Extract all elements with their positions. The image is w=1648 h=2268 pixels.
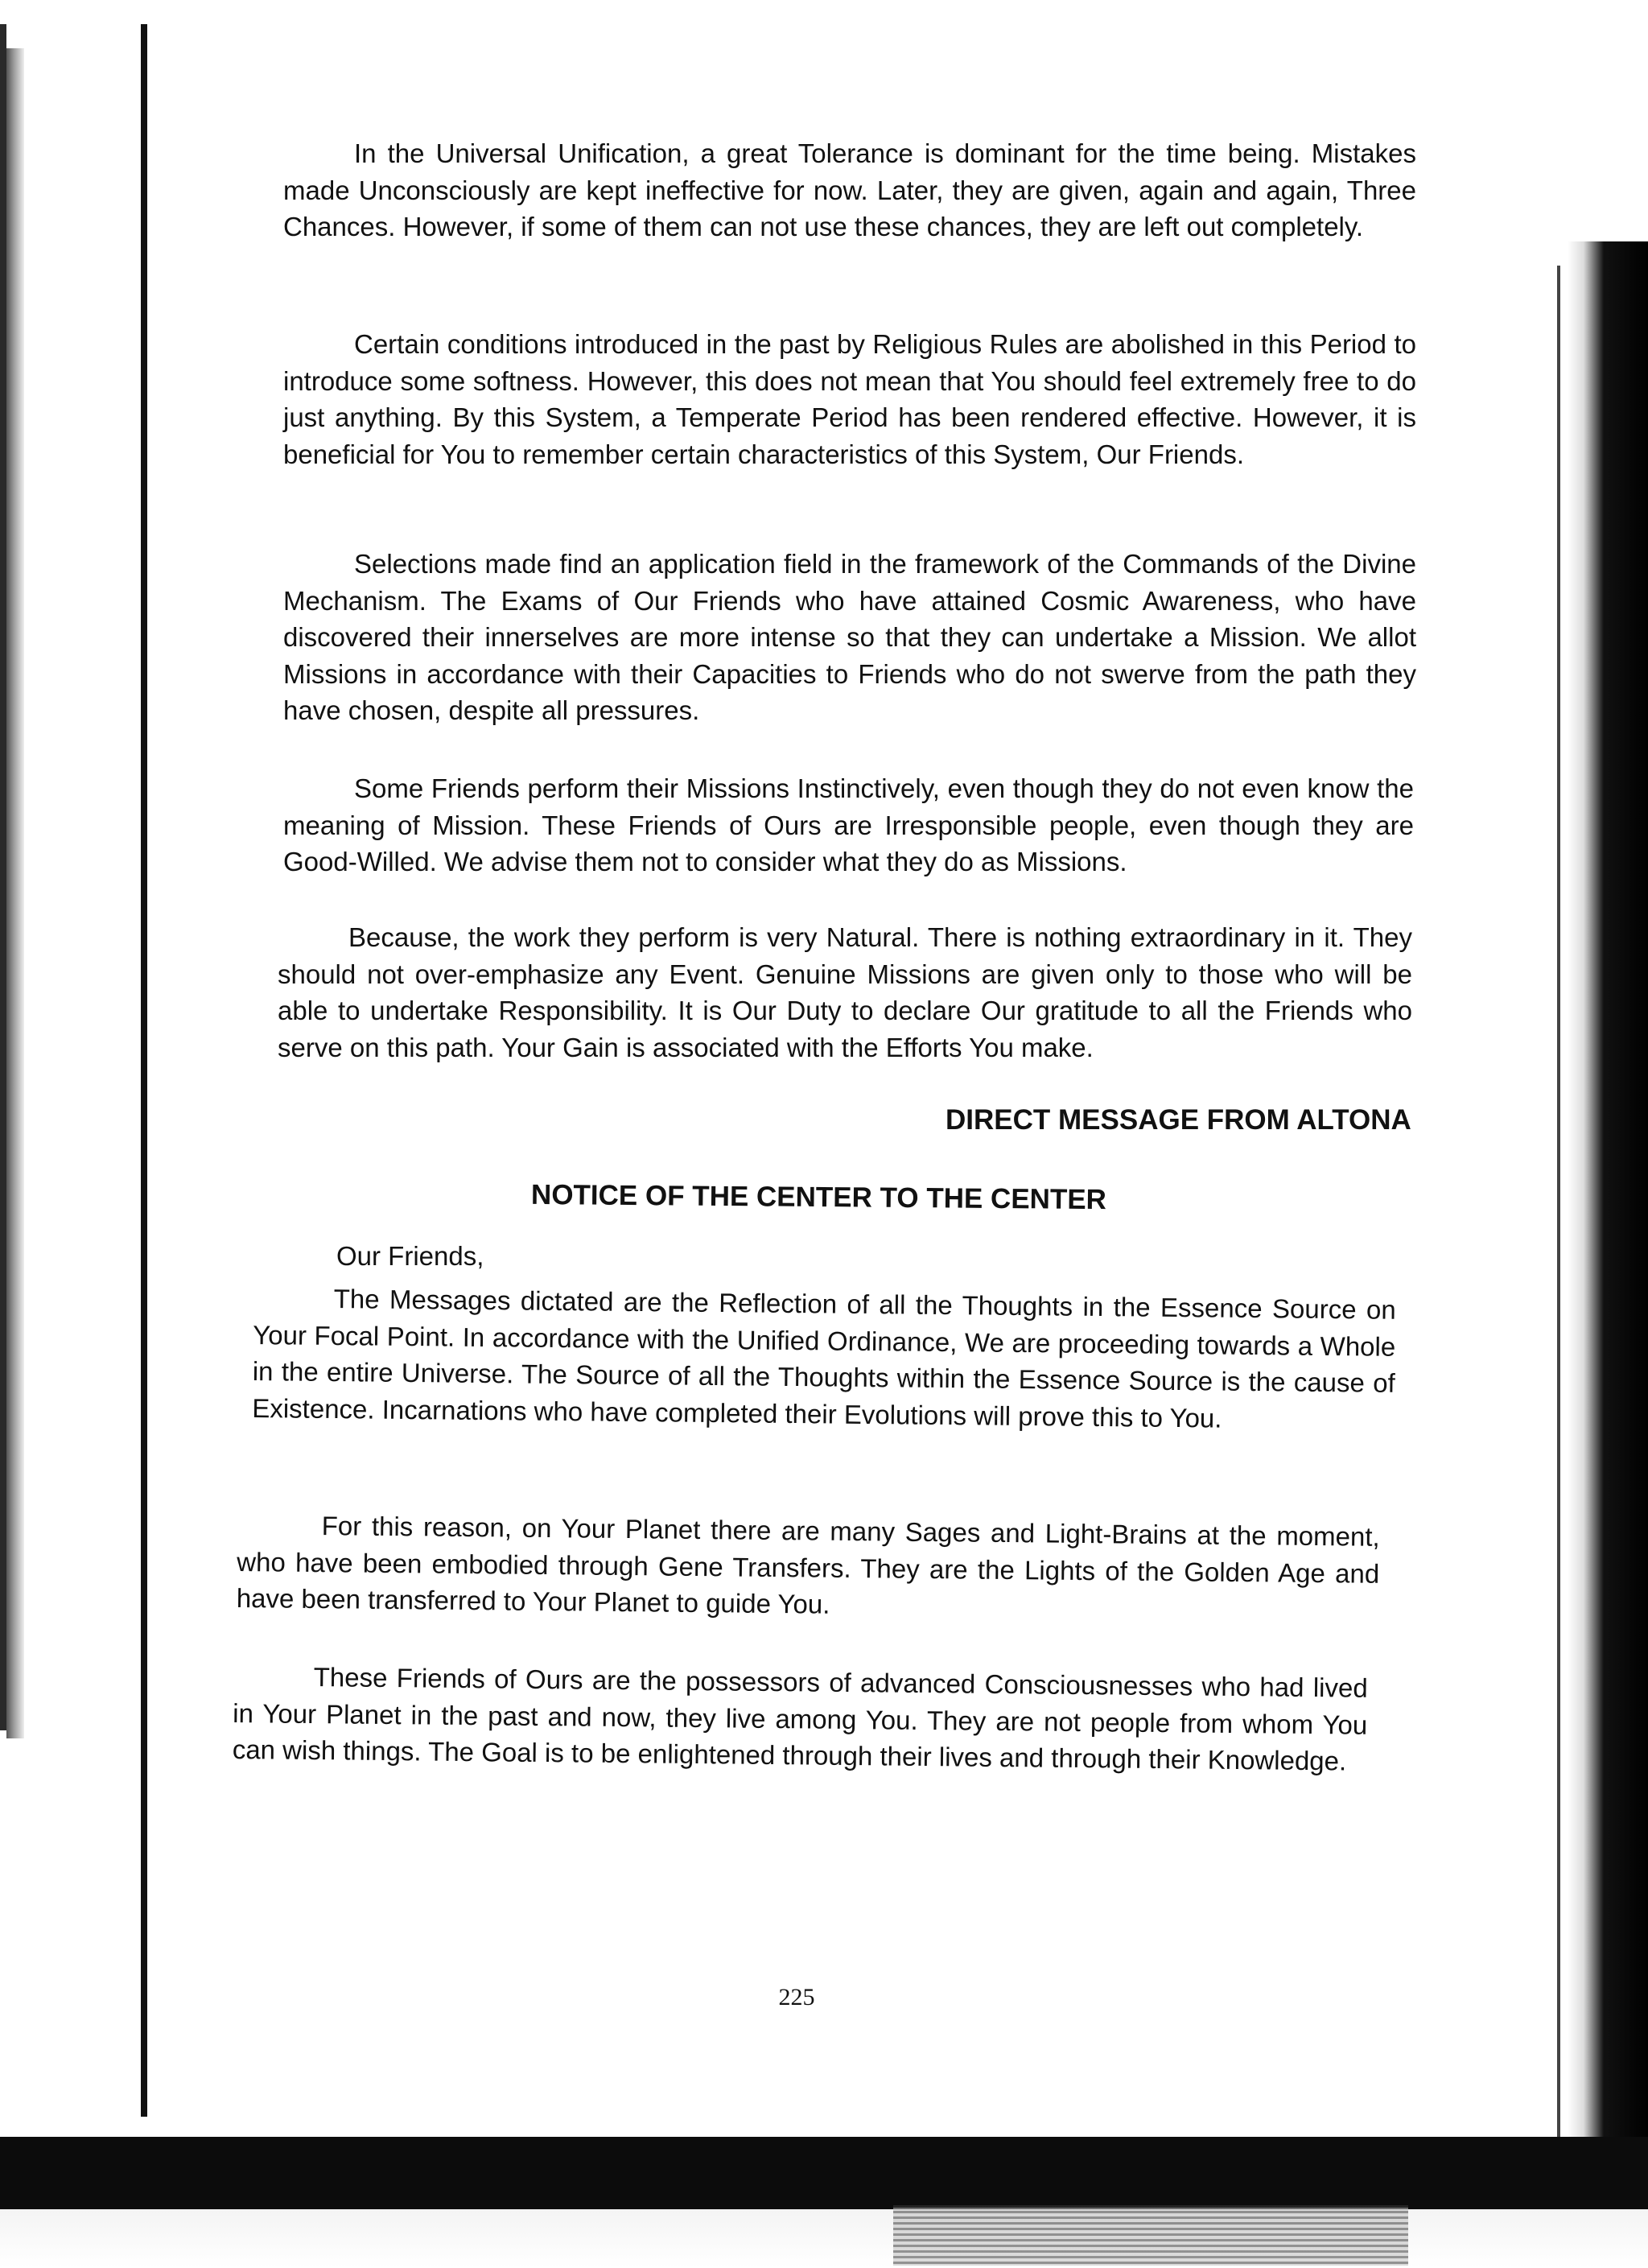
paragraph-7: For this reason, on Your Planet there are many Sages and Light-Brains at the moment, who have been embodied through Gene Transfers. They are the Lights of the Golden Age and have been transferred to Your Planet to guide You. — [236, 1511, 1380, 1619]
paragraph-4: Some Friends perform their Missions Instinctively, even though they do not even know the meaning of Mission. These Friends of Ours are Irresponsible people, even though they are Good-Willed. We advise them not to consider what they do as Missions. — [283, 773, 1414, 876]
paragraph-5: Because, the work they perform is very Natural. There is nothing extraordinary in it. They should not over-emphasize any Event. Genuine Missions are given only to those who will be able to undertake Responsibility. It is Our Duty to declare Our gratitude to all the Friends who serve on this path. Your Gain is associated with the Efforts You make. — [278, 922, 1412, 1062]
scan-shadow-bottom — [0, 2137, 1648, 2209]
page-number: 225 — [778, 1984, 815, 2010]
scan-binding-stripes — [893, 2205, 1408, 2266]
paragraph-6: The Messages dictated are the Reflection of all the Thoughts in the Essence Source on Your Focal Point. In accordance with the Unified Ordinance, We are proceeding towards a Whole in the entire Universe. The Source of all the Thoughts within the Essence Source is the cause of Existence. Incarnations who have completed their Evolutions will prove this to You. — [252, 1284, 1396, 1433]
paragraph-8: These Friends of Ours are the possessors of advanced Consciousnesses who had lived in Your Planet in the past and now, they live among You. They are not people from whom You can wish things. The Goal is to be enlightened through their lives and through their Knowledge. — [232, 1662, 1368, 1776]
scan-shadow-left — [0, 24, 6, 1730]
heading-direct-message: DIRECT MESSAGE FROM ALTONA — [946, 1104, 1411, 1136]
scan-shadow-right — [1568, 241, 1648, 2213]
page-edge-line-left — [141, 24, 147, 2117]
paragraph-1: In the Universal Unification, a great Tolerance is dominant for the time being. Mistakes made Unconsciously are kept ineffective for now. Later, they are given, again and again, Three Chances. However, if some of them can not use these chances, they are left out completely. — [283, 138, 1416, 241]
greeting: Our Friends, — [336, 1241, 484, 1271]
paragraph-3: Selections made find an application field in the framework of the Commands of the Divine Mechanism. The Exams of Our Friends who have attained Cosmic Awareness, who have discovered their innerselves are more intense so that they can undertake a Mission. We allot Missions in accordance with their Capacities to Friends who do not swerve from the path they have chosen, despite all pressures. — [283, 549, 1416, 725]
paragraph-2: Certain conditions introduced in the past by Religious Rules are abolished in this Period to introduce some softness. However, this does not mean that You should feel extremely free to do just anything. By this System, a Temperate Period has been rendered effective. However, it is beneficial for You to remember certain characteristics of this System, Our Friends. — [283, 329, 1416, 469]
scan-shadow-left-gradient — [6, 48, 24, 1738]
page-edge-line-right — [1557, 266, 1560, 2141]
heading-notice: NOTICE OF THE CENTER TO THE CENTER — [530, 1178, 1107, 1216]
